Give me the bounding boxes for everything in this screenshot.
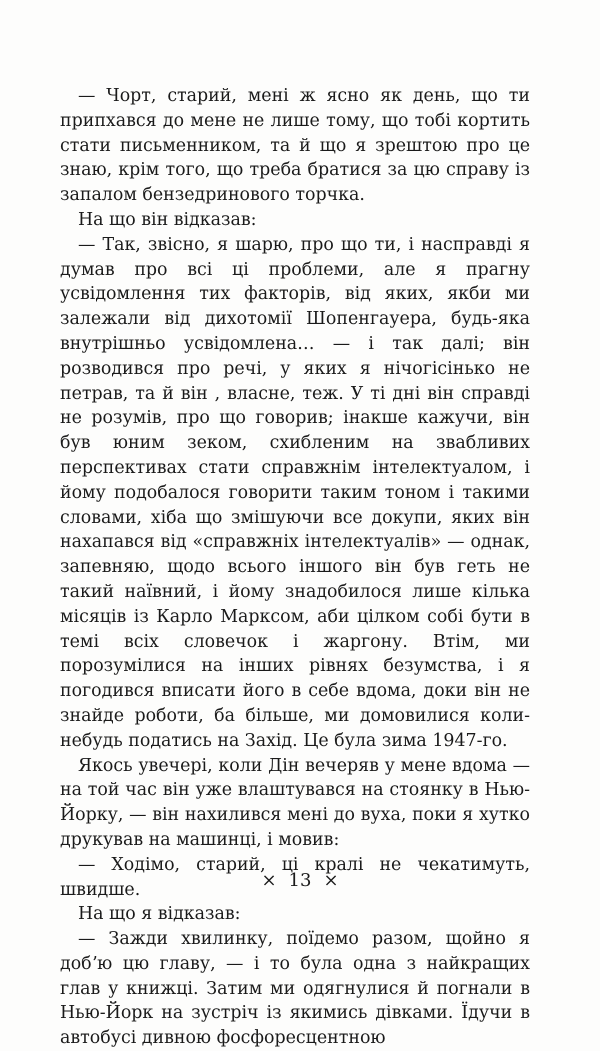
paragraph-7: — Зажди хвилинку, поїдемо разом, щойно я добʼю цю главу, — і то була одна з найкращих глав у книжці. Затим ми одягнулися й погнали в Нью-Йорк на зустріч із якимись дівками. Їдучи в автобусі дивною фосфоресцентною: [60, 929, 530, 1049]
folio-ornament-right: ×: [323, 870, 339, 891]
paragraph-4: Якось увечері, коли Дін вечеряв у мене вдома — на той час він уже влаштувався на стоянку в Нью-Йорку, — він нахилився мені до вуха, поки я хутко друкував на машинці, і мовив:: [60, 755, 530, 850]
paragraph-6: На що я відказав:: [78, 904, 241, 925]
page-footer: [0, 870, 600, 891]
paragraph-1: — Чорт, старий, мені ж ясно як день, що ти припхався до мене не лише тому, що тобі кортить стати письменником, та й що я зрештою про це знаю, крім того, що треба братися за цю справу із запалом бензедринового торчка.: [60, 86, 530, 206]
body-text: [60, 84, 530, 1051]
folio-ornament-left: ×: [261, 870, 277, 891]
page-number: 13: [288, 870, 312, 891]
paragraph-2: На що він відказав:: [78, 209, 257, 230]
paragraph-5: — Ходімо, старий, ці кралі не чекатимуть, швидше.: [60, 854, 530, 900]
paragraph-3: — Так, звісно, я шарю, про що ти, і насправді я думав про всі ці проблеми, але я прагну усвідомлення тих факторів, від яких, якби ми залежали від дихотомії Шопенгауера, будь-яка внутрішньо усвідомлена… — і так далі; він розводився про речі, у яких я нічогісінько не петрав, та й він , власне, теж. У ті дні він справді не розумів, про що говорив; інакше кажучи, він був юним зеком, схибленим на звабливих перспективах стати справжнім інтелектуалом, і йому подобалося говорити таким тоном і такими словами, хіба що змішуючи все докупи, яких він нахапався від «справжніх інтелектуалів» — однак, запевняю, щодо всього іншого він був геть не такий наївний, і йому знадобилося лише кілька місяців із Карло Марксом, аби цілком собі бути в темі всіх словечок і жаргону. Втім, ми порозумілися на інших рівнях безумства, і я погодився вписати його в себе вдома, доки він не знайде роботи, ба більше, ми домовилися коли-небудь податись на Захід. Це була зима 1947-го.: [60, 234, 530, 751]
